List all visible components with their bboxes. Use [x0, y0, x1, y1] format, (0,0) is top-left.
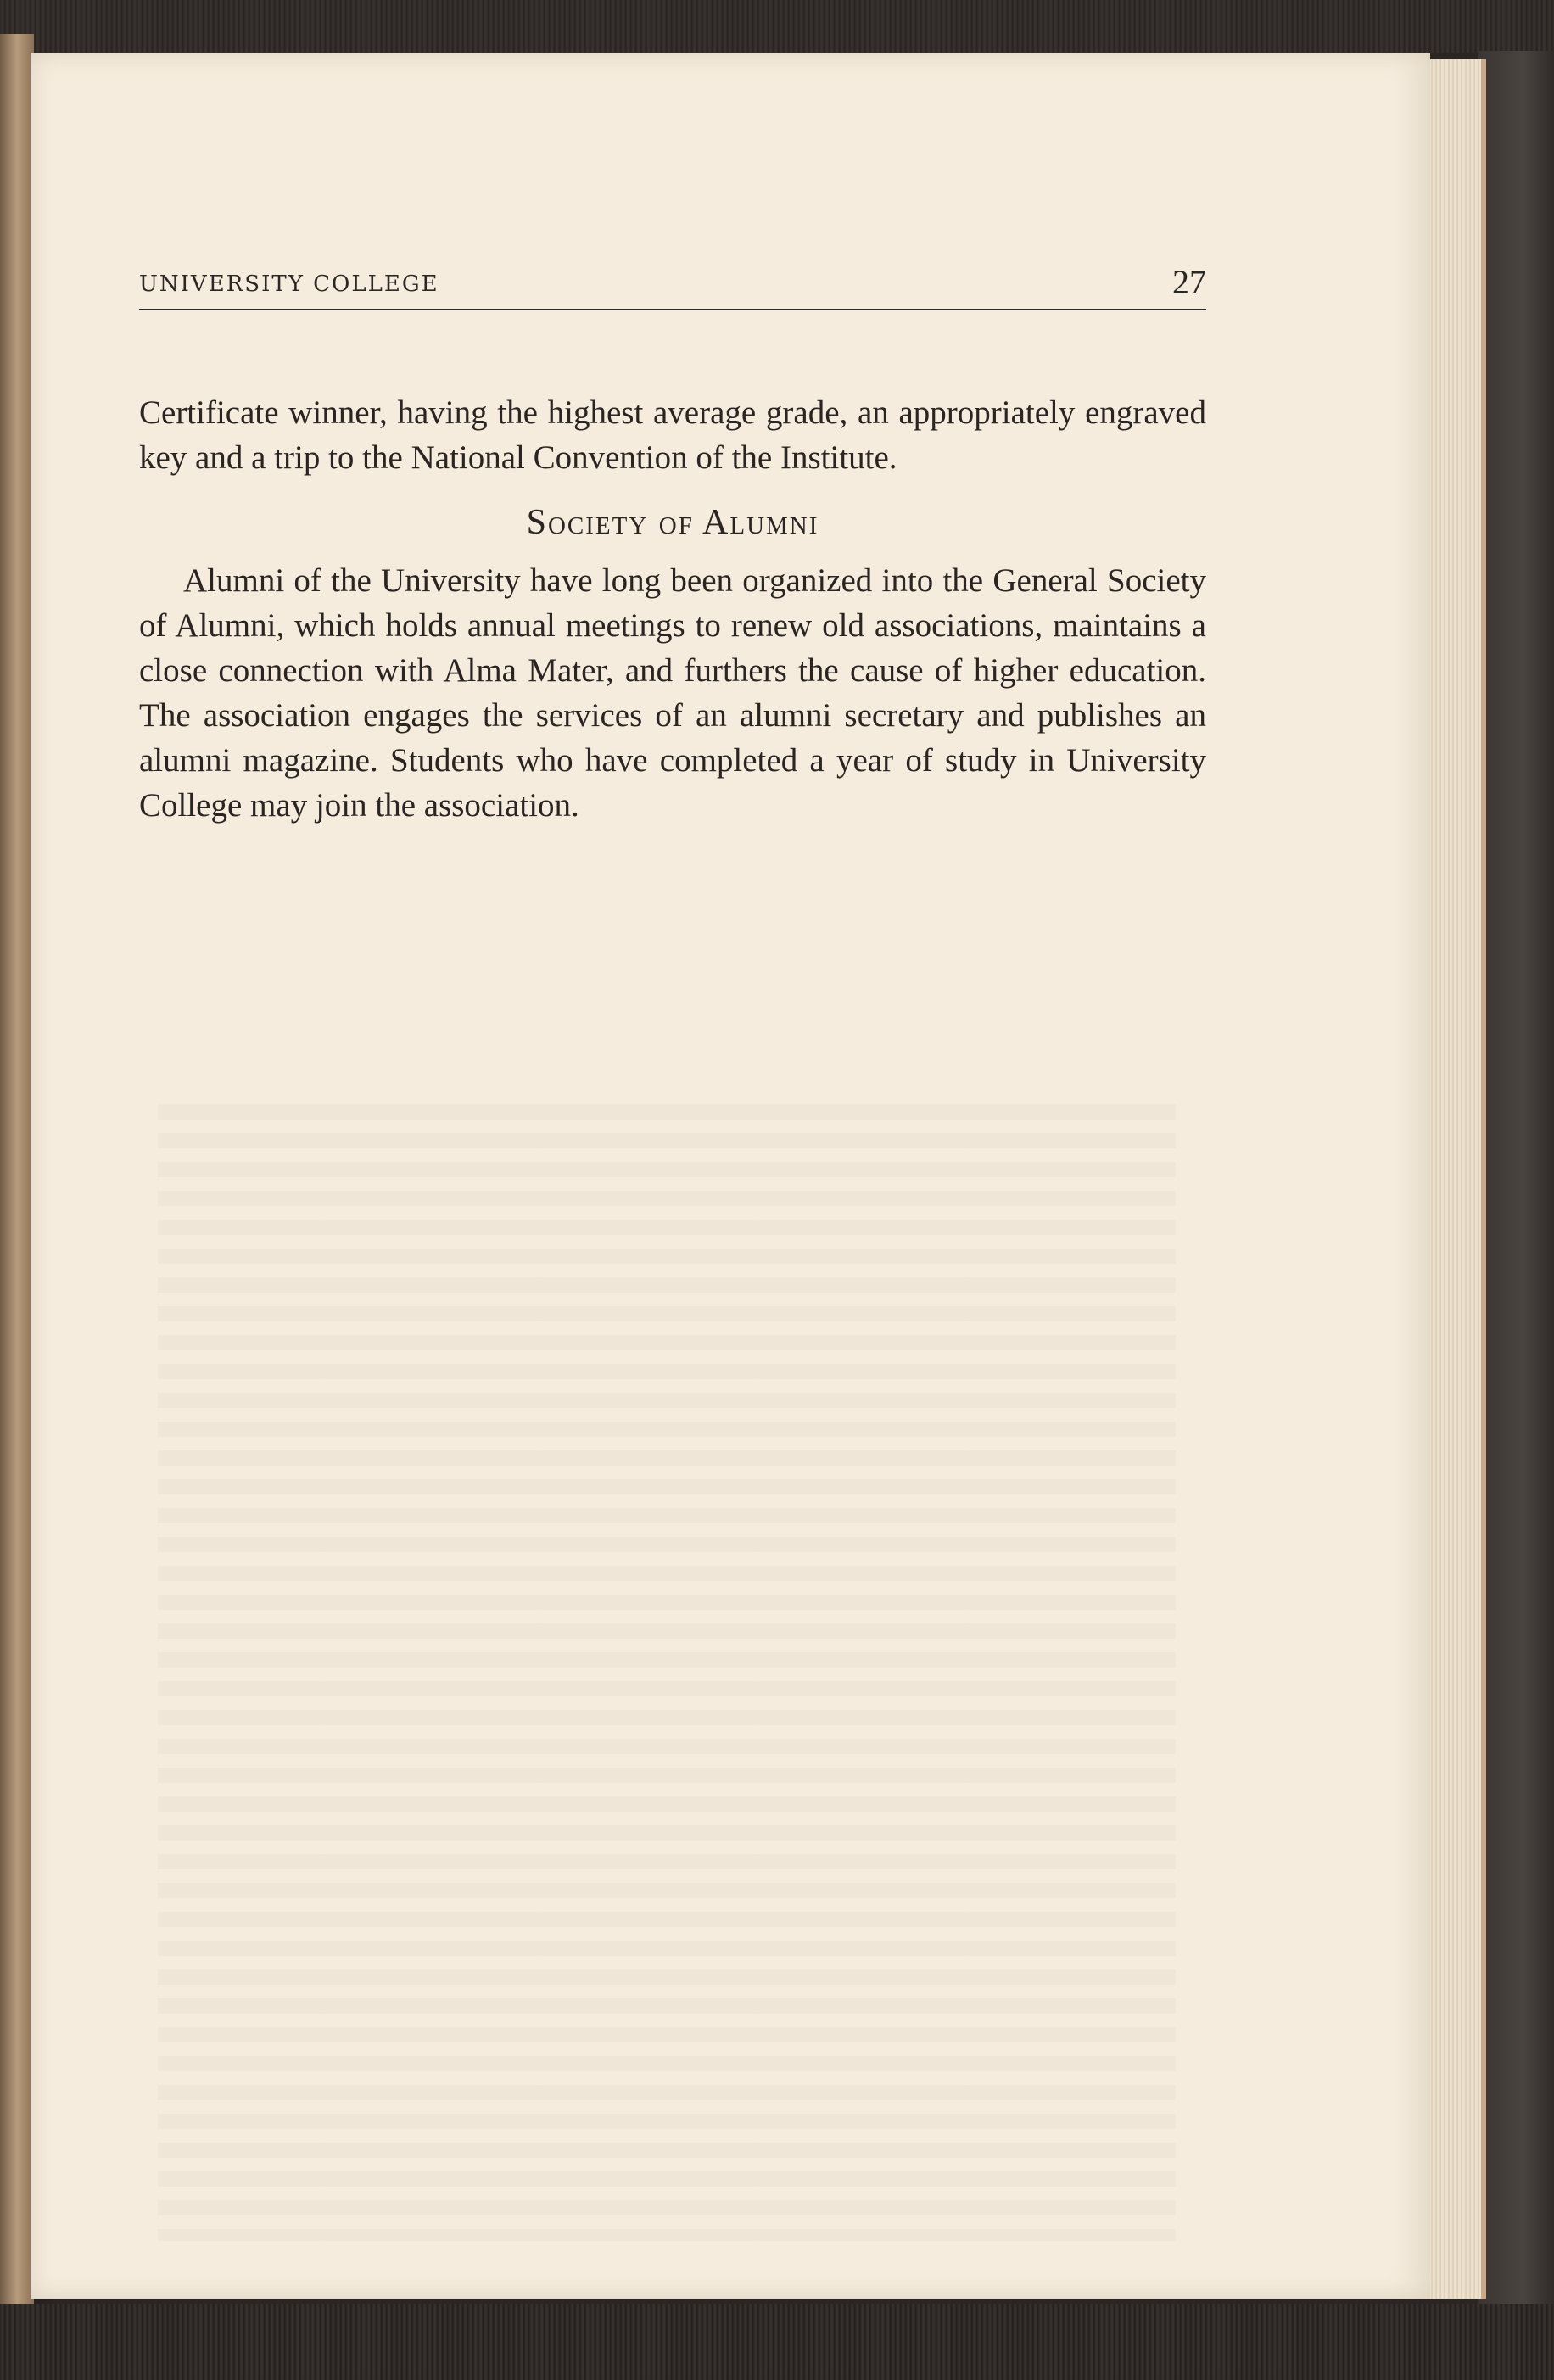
book-cover-bottom-edge	[0, 2304, 1554, 2380]
running-head-title: UNIVERSITY COLLEGE	[139, 271, 439, 297]
section-heading: Society of Alumni	[526, 503, 819, 542]
book-page	[31, 53, 1430, 2299]
show-through-texture	[158, 1104, 1176, 2241]
running-head	[139, 261, 1206, 310]
continuation-paragraph: Certificate winner, having the highest average grade, an appropriately engraved key and a trip to the National Convention of the Institute.	[139, 394, 1206, 476]
page-number: 27	[1172, 263, 1206, 301]
book-spine-left	[0, 34, 34, 2307]
body-text	[139, 390, 1206, 828]
book-cover-top-edge	[0, 0, 1554, 53]
alumni-paragraph: Alumni of the University have long been organized into the General Society of Alumni, which holds annual meetings to renew old associations, maintains a close connection with Alma Mater, and furthers the cause of higher education. The association engages the services of an alumni secretary and publishes an alumni magazine. Students who have completed a year of study in University College may join the association.	[139, 562, 1206, 824]
book-board-right	[1478, 51, 1554, 2307]
